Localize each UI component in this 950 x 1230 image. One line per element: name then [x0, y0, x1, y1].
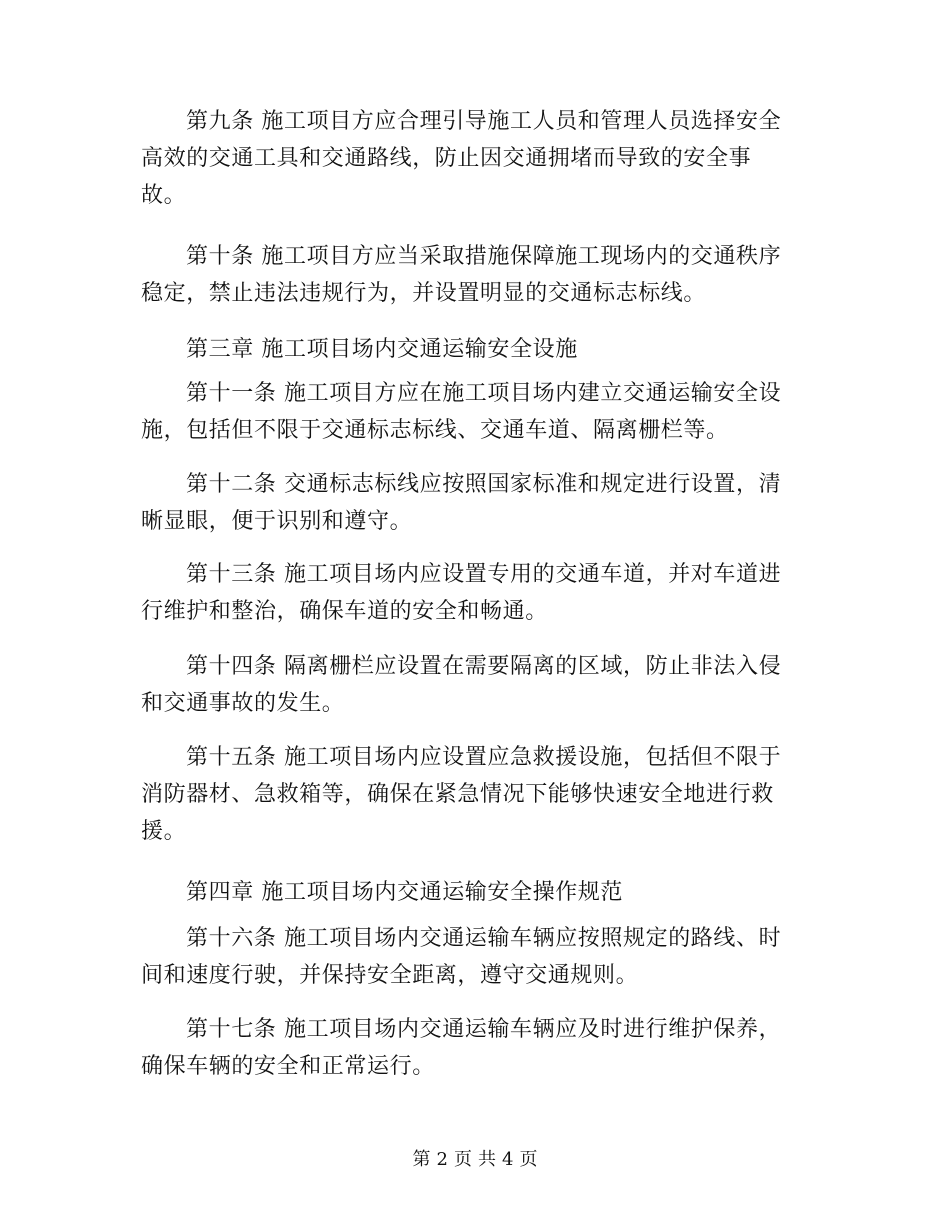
text-line: 第十七条 施工项目场内交通运输车辆应及时进行维护保养，: [186, 1017, 782, 1042]
text-line: 间和速度行驶，并保持安全距离，遵守交通规则。: [141, 963, 639, 988]
article-17: [141, 1011, 821, 1085]
text-line: 第十条 施工项目方应当采取措施保障施工现场内的交通秩序: [186, 244, 782, 269]
article-16: [141, 920, 821, 994]
article-14: [141, 648, 821, 722]
text-line: 第十三条 施工项目场内应设置专用的交通车道，并对车道进: [186, 562, 782, 587]
text-line: 确保车辆的安全和正常运行。: [141, 1054, 435, 1079]
text-line: 第九条 施工项目方应合理引导施工人员和管理人员选择安全: [186, 109, 782, 134]
text-line: 第四章 施工项目场内交通运输安全操作规范: [186, 880, 623, 905]
text-line: 施，包括但不限于交通标志标线、交通车道、隔离栅栏等。: [141, 418, 729, 443]
text-line: 援。: [141, 819, 187, 844]
text-line: 第十二条 交通标志标线应按照国家标准和规定进行设置，清: [186, 472, 782, 497]
text-line: 第十四条 隔离栅栏应设置在需要隔离的区域，防止非法入侵: [186, 654, 782, 679]
article-9: [141, 103, 821, 214]
text-line: 第三章 施工项目场内交通运输安全设施: [186, 337, 578, 362]
text-line: 消防器材、急救箱等，确保在紧急情况下能够快速安全地进行救: [141, 782, 774, 807]
chapter-3-heading: [141, 331, 821, 368]
text-line: 第十五条 施工项目场内应设置应急救援设施，包括但不限于: [186, 745, 782, 770]
text-line: 高效的交通工具和交通路线，防止因交通拥堵而导致的安全事: [141, 146, 752, 171]
footer-total-word: 共: [478, 1149, 496, 1170]
text-line: 和交通事故的发生。: [141, 691, 345, 716]
current-page-number: 2: [436, 1149, 448, 1170]
article-12: [141, 466, 821, 540]
total-pages-number: 4: [502, 1149, 514, 1170]
article-15: [141, 739, 821, 850]
chapter-4-heading: [141, 874, 821, 911]
article-13: [141, 556, 821, 630]
text-line: 第十六条 施工项目场内交通运输车辆应按照规定的路线、时: [186, 926, 782, 951]
footer-page-word: 页: [454, 1149, 472, 1170]
text-line: 稳定，禁止违法违规行为，并设置明显的交通标志标线。: [141, 281, 707, 306]
footer-prefix: 第: [412, 1149, 431, 1170]
text-line: 晰显眼，便于识别和遵守。: [141, 509, 413, 534]
page-number-footer: [0, 1148, 950, 1172]
footer-suffix: 页: [519, 1149, 538, 1170]
article-10: [141, 238, 821, 312]
text-line: 第十一条 施工项目方应在施工项目场内建立交通运输安全设: [186, 381, 782, 406]
text-line: 行维护和整治，确保车道的安全和畅通。: [141, 599, 548, 624]
text-line: 故。: [141, 183, 187, 208]
article-11: [141, 375, 821, 449]
